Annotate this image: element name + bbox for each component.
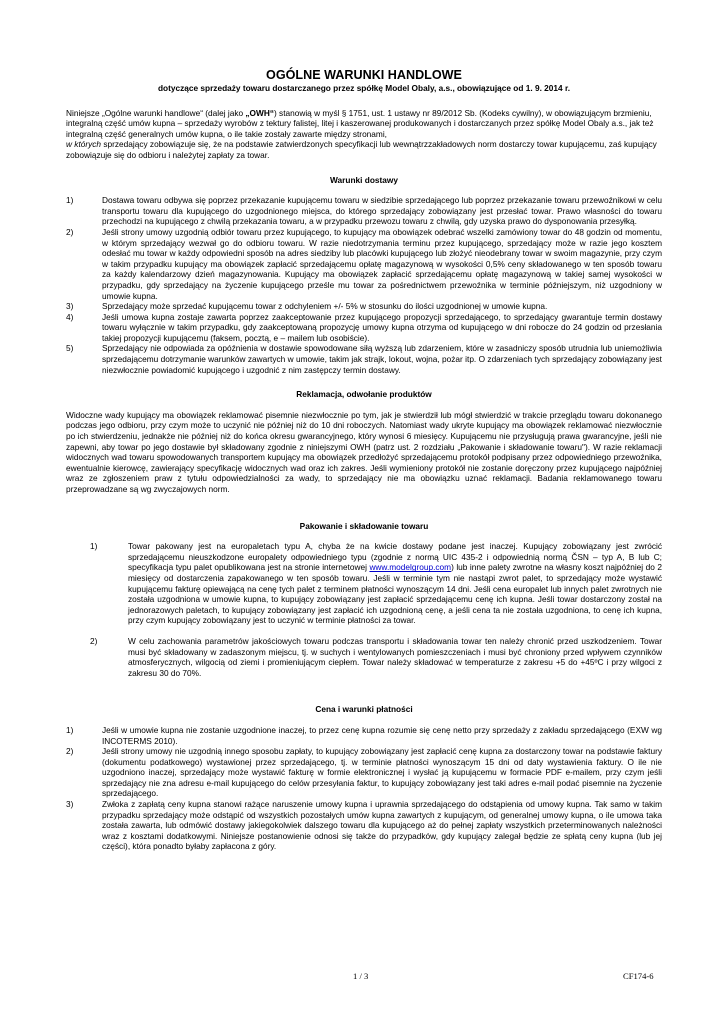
intro-paragraph-2 [66, 139, 662, 160]
section-heading-packing: Pakowanie i składowanie towaru [299, 520, 429, 531]
list-item [66, 541, 662, 626]
item-text: Towar pakowany jest na europaletach typu A, chyba że na kwicie dostawy podane jest inaczej. Kupujący zobowiązany jest zwrócić sprzedającemu nieuszkodzone europalety odpowiedniego typu (zgodnie z normą UIC 435-2 i odpowiednią normą ČSN – typ A, B lub C; specyfikacja typu palet opublikowana jest na stronie internetowej [128, 541, 662, 573]
list-item [66, 746, 662, 799]
price-list [66, 725, 662, 852]
delivery-list [66, 195, 662, 375]
intro-italic-lead: w których [66, 139, 102, 150]
item-text: Jeśli umowa kupna zostaje zawarta poprzez zaakceptowanie przez kupującego propozycji sprzedającego, to sprzedający gwarantuje termin dostawy towaru wyłącznie w takim przypadku, gdy zaakceptowaną propozycję umowy kupna otrzyma od kupującego w dni robocze do 24 godzin od przesłania takiej propozycji kupującemu (faksem, pocztą, e – mailem lub osobiście). [102, 311, 662, 343]
item-text: Sprzedający może sprzedać kupującemu towar z odchyleniem +/- 5% w stosunku do ilości uzgodnionej w umowie kupna. [102, 301, 548, 312]
item-text: Jeśli strony umowy nie uzgodnią innego sposobu zapłaty, to kupujący zobowiązany jest zapłacić cenę kupna za dostarczony towar na podstawie faktury (dokumentu podatkowego) wystawionej przez sprzedającego, tj. w terminie płatności wynoszącym 15 dni od daty wystawienia faktury. O ile nie uzgodniono inaczej, sprzedający może wystawić fakturę w formie elektronicznej i wysłać ją kupującemu w formacie PDF e-mailem, przy czym jeśli sprzedający nie zna adresu e-mail kupującego do celów przesyłania faktur, to kupujący zobowiązany jest taki adres e-mail podać pisemnie na życzenie sprzedającego. [102, 746, 662, 799]
item-number: 1) [66, 724, 74, 735]
list-item [66, 312, 662, 344]
item-number: 2) [90, 635, 98, 646]
intro-owh-abbrev: „OWH“ [245, 107, 274, 118]
item-number: 1) [66, 195, 74, 206]
list-item [66, 725, 662, 746]
intro-paragraph-1 [66, 108, 662, 140]
item-number: 2) [66, 226, 74, 237]
list-item [66, 799, 662, 852]
section-heading-price: Cena i warunki płatności [315, 704, 413, 715]
item-text: ) lub inne palety zwrotne na własny koszt najpóźniej do 2 miesięcy od dostarczenia zapakowanego w ten sposób towaru. Jeśli w terminie tym nie nastąpi zwrot palet, to sprzedający może wystawić kupującemu fakturę opiewającą na cenę tych palet z terminem płatności wynoszącym 14 dni. Jeśli cena europalet lub innych palet zwrotnych nie została uzgodniona w umowie kupna, to kupujący zobowiązany jest zapłacić sprzedającemu cenę ich kupna. Jeśli towar dostarczony został na jednorazowych paletach, to kupujący zobowiązany jest zapłacić ich uzgodnioną cenę, a jeśli cena ta nie została uzgodniona, to cenę ich kupna, przy czym kupujący zobowiązany jest to uczynić w terminie płatności za towar. [128, 562, 662, 626]
document-title: OGÓLNE WARUNKI HANDLOWE [266, 68, 462, 82]
intro-text-a: Niniejsze „Ogólne warunki handlowe“ (dalej jako [66, 107, 246, 118]
document-page [66, 60, 662, 852]
document-code: CF174-6 [623, 971, 654, 981]
list-item [66, 301, 662, 312]
item-text: Jeśli w umowie kupna nie zostanie uzgodnione inaczej, to przez cenę kupna rozumie się cenę netto przy sprzedaży z zakładu sprzedającego (EXW wg INCOTERMS 2010). [102, 724, 662, 746]
intro-text-c: ) stanowią w myśl § 1751, ust. 1 ustawy nr 89/2012 Sb. (Kodeks cywilny), w obowiązującym brzmieniu, integralną część umów kupna – sprzedaży wyrobów z tektury falistej, litej i kaszerowanej produkowanych i dostarczanych przez spółkę Model Obaly a.s., jak też integralną część generalnych umów kupna, o ile takie zostały zawarte między stronami, [66, 107, 654, 139]
item-text: W celu zachowania parametrów jakościowych towaru podczas transportu i składowania towar ten należy chronić przed uszkodzeniem. Towar musi być składowany w zadaszonym miejscu, tj. w suchych i wentylowanych pomieszczeniach i musi być chroniony przed wpływem czynników atmosferycznych, wilgocią od ziemi i promieniującym ciepłem. Towar należy składować w temperaturze z zakresu +5 do +45ºC i przy wilgoci z zakresu 30 do 70%. [128, 635, 662, 678]
packing-list [66, 541, 662, 678]
item-number: 1) [90, 541, 98, 552]
item-text: Zwłoka z zapłatą ceny kupna stanowi rażące naruszenie umowy kupna i uprawnia sprzedającego do odstąpienia od umowy kupna. Tak samo w takim przypadku sprzedający może odstąpić od wszystkich pozostałych umów kupna zawartych z kupującym, od generalnej umowy kupna, o ile umowa taka została zawarta, lub odmówić dostawy jakiegokolwiek dalszego towaru dla kupującego aż do pełnej zapłaty wszystkich przeterminowanych należności wraz z kosztami dodatkowymi. Niniejsze postanowienie odnosi się także do przypadków, gdy kupujący zalegał będzie ze spłatą ceny kupna (lub jej części), która ponadto byłaby zapłacona z góry. [102, 799, 662, 852]
model-group-link[interactable]: www.modelgroup.com [369, 562, 452, 573]
complaints-paragraph: Widoczne wady kupujący ma obowiązek reklamować pisemnie niezwłocznie po tym, jak je stwierdził lub mógł stwierdzić w trakcie przeglądu towaru dokonanego podczas jego odbioru, przy czym może to uczynić nie później niż do 10 dni roboczych. Natomiast wady ukryte kupujący ma obowiązek reklamować niezwłocznie po ich stwierdzeniu, jednakże nie później niż do końca okresu gwarancyjnego, który wynosi 6 miesięcy. Kupującemu nie przysługują prawa gwarancyjne, jeśli nie zapewni, aby towar po jego dostawie był składowany zgodnie z niniejszymi OWH (patrz ust. 2 rozdziału „Pakowanie i składowanie towaru"). W razie reklamacji widocznych wad towaru spowodowanych transportem kupujący ma obowiązek przedłożyć sprzedającemu protokół podpisany przez odpowiedniego przewoźnika, ewentualnie kierowcę, zawierający specyfikację widocznych wad oraz ich zakres. Jeśli wymieniony protokół nie zostanie doręczony przez kupującego najpóźniej wraz ze zgłoszeniem praw z tytułu odpowiedzialności za wady, to sprzedający nie ma obowiązku uznać reklamacji. Badania reklamowanego towaru przeprowadzane są wg zwyczajowych norm. [66, 409, 662, 494]
item-number: 5) [66, 343, 74, 354]
item-number: 3) [66, 799, 74, 810]
item-text: Sprzedający nie odpowiada za opóźnienia w dostawie spowodowane siłą wyższą lub zdarzeniem, które w zasadniczy sposób utrudnia lub uniemożliwia sprzedającemu dotrzymanie warunków zawartych w umowie, takim jak strajk, lokout, wojna, pożar itp. O zdarzeniach tych sprzedający zobowiązany jest niezwłocznie powiadomić kupującego i uzgodnić z nim zastępczy termin dostawy. [102, 343, 662, 375]
list-item [66, 195, 662, 227]
item-number: 3) [66, 301, 74, 312]
section-heading-delivery: Warunki dostawy [330, 174, 398, 185]
intro-text-2: sprzedający zobowiązuje się, że na podstawie zatwierdzonych specyfikacji lub wewnątrzzakładowych norm dostarczy towar kupującemu, zaś kupujący zobowiązuje się do odbioru i należytej zapłaty za towar. [66, 139, 657, 160]
item-number: 2) [66, 746, 74, 757]
document-subtitle: dotyczące sprzedaży towaru dostarczanego przez spółkę Model Obaly, a.s., obowiązujące od 1. 9. 2014 r. [157, 83, 571, 93]
list-item [66, 636, 662, 678]
section-heading-complaints: Reklamacja, odwołanie produktów [296, 389, 432, 400]
item-text: Jeśli strony umowy uzgodnią odbiór towaru przez kupującego, to kupujący ma obowiązek odebrać wszelki zamówiony towar do 48 godzin od momentu, w którym sprzedający wezwał go do odbioru towaru. W razie niedotrzymania terminu przez kupującego, sprzedający może w razie jego kosztem odesłać mu towar w każdy odpowiedni sposób na adres siedziby lub placówki kupującego lub złożyć nieodebrany towar w swoim magazynie, przy czym w takim przypadku kupujący ma obowiązek zapłacić sprzedającemu opłatę magazynową w wysokości 0,5% ceny składowanego w ten sposób towaru za każdy kalendarzowy dzień magazynowania. Kupujący ma obowiązek zapłacić sprzedającemu opłatę magazynową w takiej samej wysokości w przypadku, gdy sprzedający na życzenie kupującego prześle mu towar za pośrednictwem przewoźnika w terminie późniejszym, niż uzgodniony w umowie kupna. [102, 226, 662, 301]
list-item [66, 343, 662, 375]
item-number: 4) [66, 311, 74, 322]
intro [66, 108, 662, 161]
page-number: 1 / 3 [353, 971, 369, 981]
list-item [66, 227, 662, 301]
item-text: Dostawa towaru odbywa się poprzez przekazanie kupującemu towaru w siedzibie sprzedającego lub poprzez przekazanie towaru przewoźnikowi w celu transportu towaru dla kupującego do uzgodnionego miejsca, do którego sprzedający zobowiązany jest przesłać towar. Prawo własności do towaru przechodzi na kupującego z chwilą przekazania towaru, a w przypadku przewozu towaru z chwilą, gdy uzyska prawo do dysponowania przesyłką. [102, 195, 662, 227]
